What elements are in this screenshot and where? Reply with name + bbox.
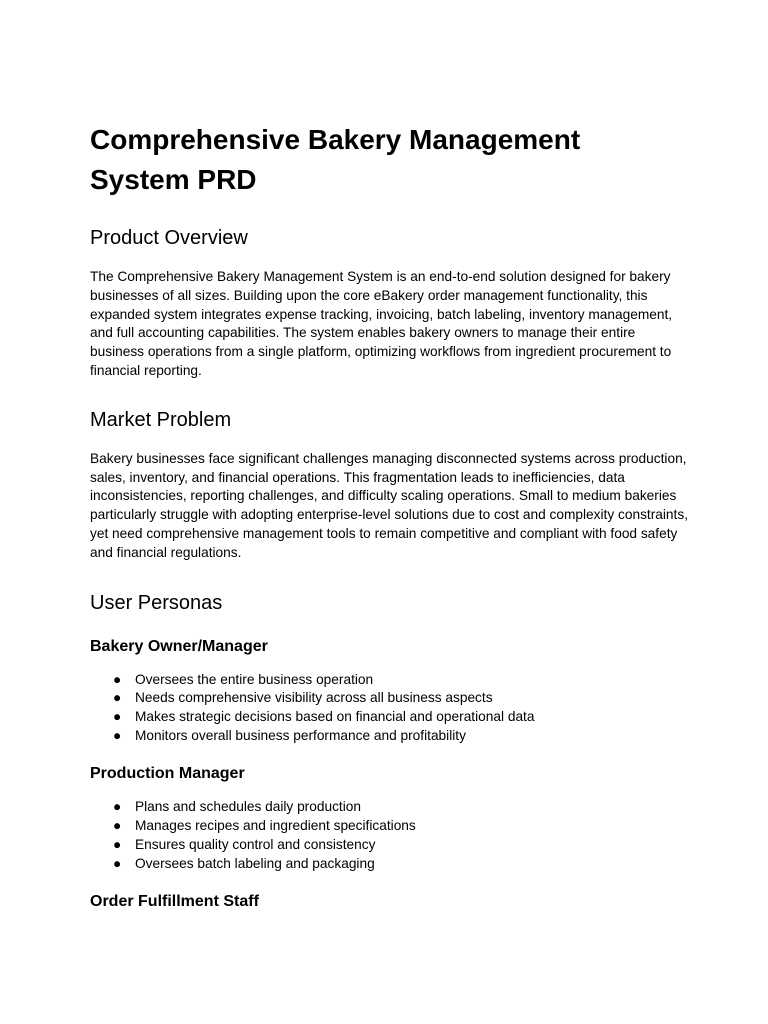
list-item-text: Needs comprehensive visibility across all business aspects — [135, 690, 493, 706]
bullet-icon: ● — [113, 837, 122, 852]
section-heading-market-problem: Market Problem — [90, 408, 232, 431]
list-item-text: Monitors overall business performance and profitability — [135, 728, 466, 744]
list-item — [90, 836, 690, 855]
bullet-icon: ● — [113, 671, 122, 687]
list-item-text: Makes strategic decisions based on financial and operational data — [135, 709, 535, 725]
list-item — [90, 817, 690, 836]
list-item — [90, 727, 690, 746]
list-item-text: Manages recipes and ingredient specifications — [135, 818, 416, 834]
list-item — [90, 855, 690, 874]
list-item-text: Oversees batch labeling and packaging — [135, 855, 375, 871]
market-problem-paragraph: Bakery businesses face significant challenges managing disconnected systems across production, sales, inventory, and financial operations. This fragmentation leads to inefficiencies, data inconsistencies, reporting challenges, and difficulty scaling operations. Small to medium bakeries particularly struggle with adopting enterprise-level solutions due to cost and complexity constraints, yet need comprehensive management tools to remain competitive and compliant with food safety and financial regulations. — [90, 450, 688, 560]
list-item — [90, 689, 690, 708]
bullet-icon: ● — [113, 818, 122, 834]
product-overview-paragraph: The Comprehensive Bakery Management System is an end-to-end solution designed for bakery businesses of all sizes. Building upon the core eBakery order management functionality, this expanded system integrates expense tracking, invoicing, batch labeling, inventory management, and full accounting capabilities. The system enables bakery owners to manage their entire business operations from a single platform, optimizing workflows from ingredient procurement to financial reporting. — [90, 269, 673, 378]
list-item-text: Oversees the entire business operation — [135, 671, 374, 687]
persona-heading-production-manager: Production Manager — [90, 765, 245, 783]
bullet-icon: ● — [113, 799, 122, 815]
bullet-icon: ● — [113, 728, 122, 744]
list-item-text: Ensures quality control and consistency — [135, 837, 376, 852]
bullet-icon: ● — [113, 709, 122, 725]
section-heading-product-overview: Product Overview — [90, 227, 248, 249]
list-item-text: Plans and schedules daily production — [135, 799, 361, 815]
persona-heading-order-fulfillment: Order Fulfillment Staff — [90, 892, 259, 910]
persona-bakery-owner-list — [90, 671, 690, 747]
document-page — [90, 120, 690, 913]
bullet-icon: ● — [113, 690, 122, 706]
bullet-icon: ● — [113, 855, 122, 871]
persona-heading-bakery-owner: Bakery Owner/Manager — [90, 637, 268, 655]
list-item — [90, 671, 690, 690]
list-item — [90, 708, 690, 727]
list-item — [90, 798, 690, 817]
persona-production-manager-list — [90, 798, 690, 874]
section-heading-user-personas: User Personas — [90, 591, 223, 614]
document-title: Comprehensive Bakery Management System PRD — [90, 124, 581, 195]
